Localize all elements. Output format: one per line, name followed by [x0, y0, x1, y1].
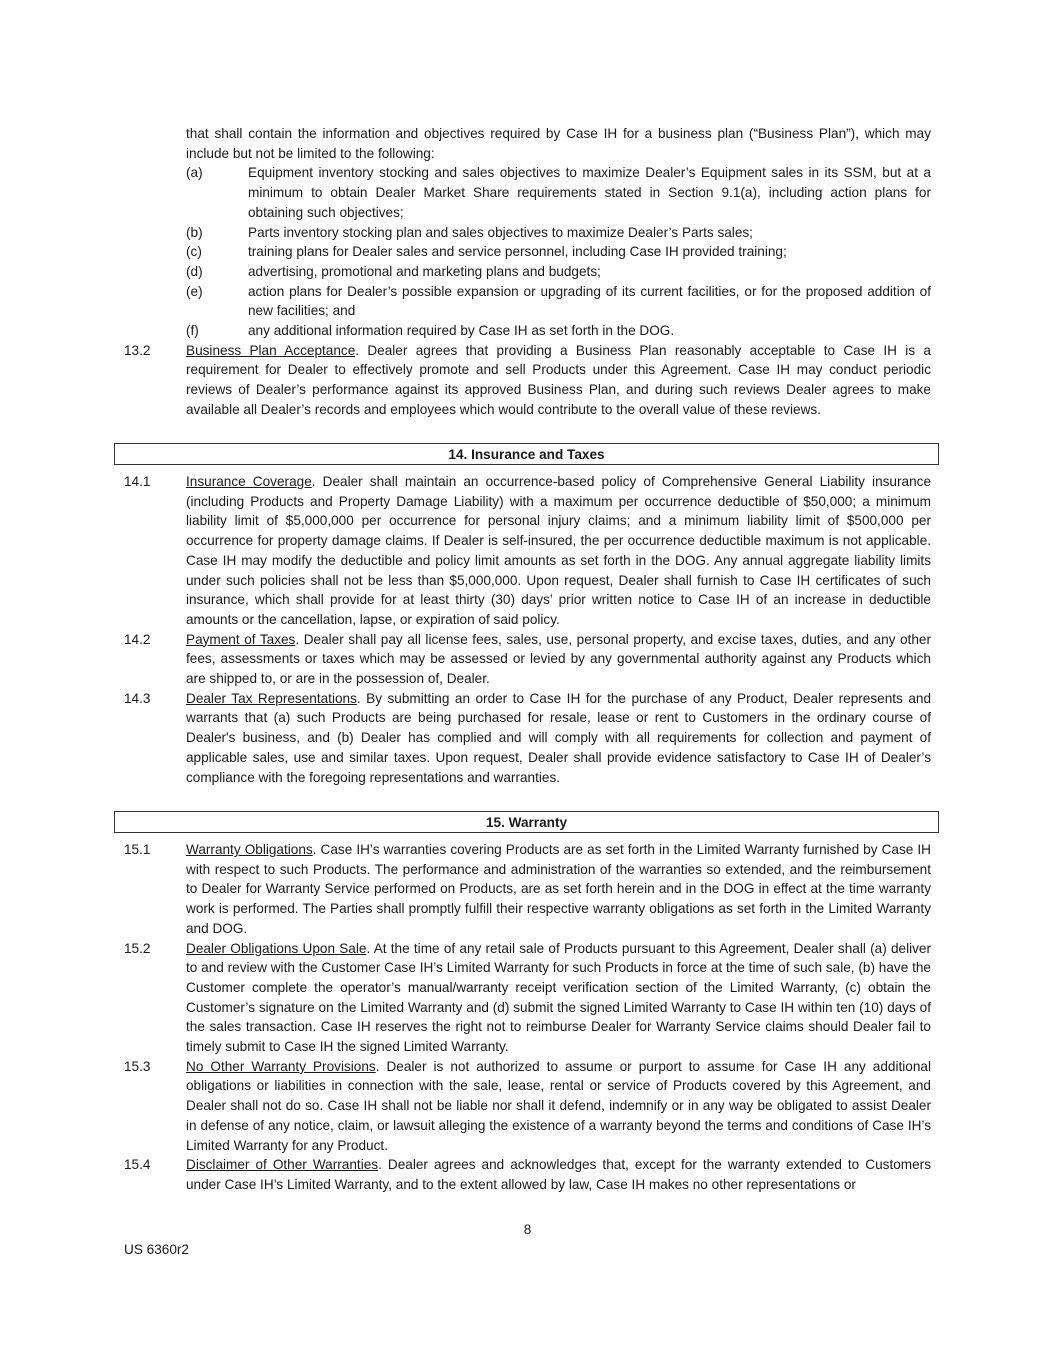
- list-text: advertising, promotional and marketing plans and budgets;: [248, 263, 601, 279]
- list-text: training plans for Dealer sales and service personnel, including Case IH provided training;: [248, 244, 787, 260]
- list-label: (c): [186, 244, 202, 260]
- clause-13-2: [124, 341, 931, 420]
- clause-title: Business Plan Acceptance: [186, 342, 356, 358]
- business-plan-intro: [124, 124, 931, 420]
- clause-title: Dealer Tax Representations: [186, 690, 357, 706]
- clause-15-2: [124, 939, 931, 1057]
- list-label: (f): [186, 323, 199, 339]
- clause-number: 14.3: [124, 690, 151, 706]
- list-text: action plans for Dealer’s possible expansion or upgrading of its current facilities, or for the proposed addition of new facilities; and: [248, 283, 931, 319]
- list-text: any additional information required by Case IH as set forth in the DOG.: [248, 323, 675, 339]
- clause-title: Insurance Coverage: [186, 474, 312, 489]
- section-15-heading: 15. Warranty: [114, 811, 939, 833]
- section-14-body: [124, 472, 932, 787]
- clause-number: 13.2: [124, 342, 151, 358]
- clause-text: . Dealer agrees and acknowledges that, except for the warranty extended to Customers under Case IH’s Limited Warranty, and to the extent allowed by law, Case IH makes no other representations or: [186, 1157, 931, 1192]
- list-item: [186, 262, 931, 282]
- clause-number: 15.4: [124, 1157, 151, 1173]
- clause-text: . Dealer shall maintain an occurrence-based policy of Comprehensive General Liability insurance (including Products and Property Damage Liability) with a maximum per occurrence deductible of $50,000; a minimum liability limit of $5,000,000 per occurrence for personal injury claims; and a minimum liability limit of $500,000 per occurrence for property damage claims. If Dealer is self-insured, the per occurrence deductible maximum is not applicable. Case IH may modify the deductible and policy limit amounts as set forth in the DOG. Any annual aggregate liability limits under such policies shall not be less than $5,000,000. Upon request, Dealer shall furnish to Case IH certificates of such insurance, which shall provide for at least thirty (30) days’ prior written notice to Case IH of an increase in deductible amounts or the cancellation, lapse, or expiration of said policy.: [186, 474, 931, 627]
- clause-text: . Dealer agrees that providing a Business Plan reasonably acceptable to Case IH is a requirement for Dealer to effectively promote and sell Products under this Agreement. Case IH may conduct periodic reviews of Dealer’s performance against its approved Business Plan, and during such reviews Dealer agrees to make available all Dealer’s records and employees which would contribute to the overall value of these reviews.: [186, 342, 931, 417]
- intro-lead: that shall contain the information and objectives required by Case IH for a business plan (“Business Plan”), which may include but not be limited to the following:: [186, 126, 931, 161]
- clause-title: Payment of Taxes: [186, 631, 296, 647]
- list-label: (a): [186, 165, 203, 181]
- clause-text: . At the time of any retail sale of Products pursuant to this Agreement, Dealer shall (a) deliver to and review with the Customer Case IH’s Limited Warranty for such Products in force at the time of such sale, (b) have the Customer complete the operator’s manual/warranty receipt verification section of the Limited Warranty, (c) obtain the Customer’s signature on the Limited Warranty and (d) submit the signed Limited Warranty to Case IH within ten (10) days of the sales transaction. Case IH reserves the right not to reimburse Dealer for Warranty Service claims should Dealer fail to timely submit to Case IH the signed Limited Warranty.: [186, 940, 931, 1055]
- list-label: (d): [186, 263, 203, 279]
- clause-14-1: [124, 472, 931, 630]
- section-14-heading: 14. Insurance and Taxes: [114, 443, 939, 465]
- clause-text: . Dealer is not authorized to assume or purport to assume for Case IH any additional obligations or liabilities in connection with the sale, lease, rental or service of Products covered by this Agreement, and Dealer shall not do so. Case IH shall not be liable nor shall it defend, indemnify or in any way be obligated to assist Dealer in defense of any notice, claim, or lawsuit alleging the existence of a warranty beyond the terms and conditions of Case IH’s Limited Warranty for any Product.: [186, 1058, 931, 1153]
- clause-title: Disclaimer of Other Warranties: [186, 1157, 379, 1173]
- list-item: [186, 321, 931, 341]
- list-text: Equipment inventory stocking and sales objectives to maximize Dealer’s Equipment sales in its SSM, but at a minimum to obtain Dealer Market Share requirements stated in Section 9.1(a), including action plans for obtaining such objectives;: [248, 165, 931, 220]
- clause-title: Warranty Obligations: [186, 842, 313, 857]
- clause-text: . By submitting an order to Case IH for the purchase of any Product, Dealer represents and warrants that (a) such Products are being purchased for resale, lease or rent to Customers in the ordinary course of Dealer's business, and (b) Dealer has complied and will comply with all requirements for collection and payment of applicable sales, use and similar taxes. Upon request, Dealer shall provide evidence satisfactory to Case IH of Dealer’s compliance with the foregoing representations and warranties.: [186, 690, 932, 785]
- list-item: [186, 223, 931, 243]
- list-label: (b): [186, 224, 203, 240]
- clause-text: . Dealer shall pay all license fees, sales, use, personal property, and excise taxes, duties, and any other fees, assessments or taxes which may be assessed or levied by any governmental authority against any Products which are shipped to, or are in the possession of, Dealer.: [186, 631, 931, 687]
- page-number: 8: [523, 1222, 532, 1237]
- list-item: [186, 242, 931, 262]
- clause-number: 14.1: [124, 474, 151, 489]
- list-item: [186, 163, 931, 222]
- list-text: Parts inventory stocking plan and sales objectives to maximize Dealer’s Parts sales;: [248, 224, 753, 240]
- clause-15-4: [124, 1155, 931, 1194]
- section-15-body: [124, 840, 931, 1195]
- clause-title: Dealer Obligations Upon Sale: [186, 940, 367, 956]
- clause-15-3: [124, 1057, 931, 1156]
- clause-number: 15.2: [124, 940, 151, 956]
- list-item: [186, 282, 931, 321]
- clause-14-2: [124, 630, 931, 689]
- clause-title: No Other Warranty Provisions: [186, 1058, 376, 1074]
- clause-15-1: [124, 840, 931, 939]
- clause-number: 14.2: [124, 631, 151, 647]
- list-label: (e): [186, 283, 203, 299]
- document-id: US 6360r2: [124, 1242, 189, 1257]
- clause-number: 15.1: [124, 842, 151, 857]
- clause-number: 15.3: [124, 1058, 151, 1074]
- clause-14-3: [124, 689, 932, 788]
- clause-text: . Case IH’s warranties covering Products are as set forth in the Limited Warranty furnished by Case IH with respect to such Products. The performance and administration of the warranties so extended, and the reimbursement to Dealer for Warranty Service performed on Products, are as set forth herein and in the DOG in effect at the time warranty work is performed. The Parties shall promptly fulfill their respective warranty obligations as set forth in the Limited Warranty and DOG.: [186, 842, 931, 936]
